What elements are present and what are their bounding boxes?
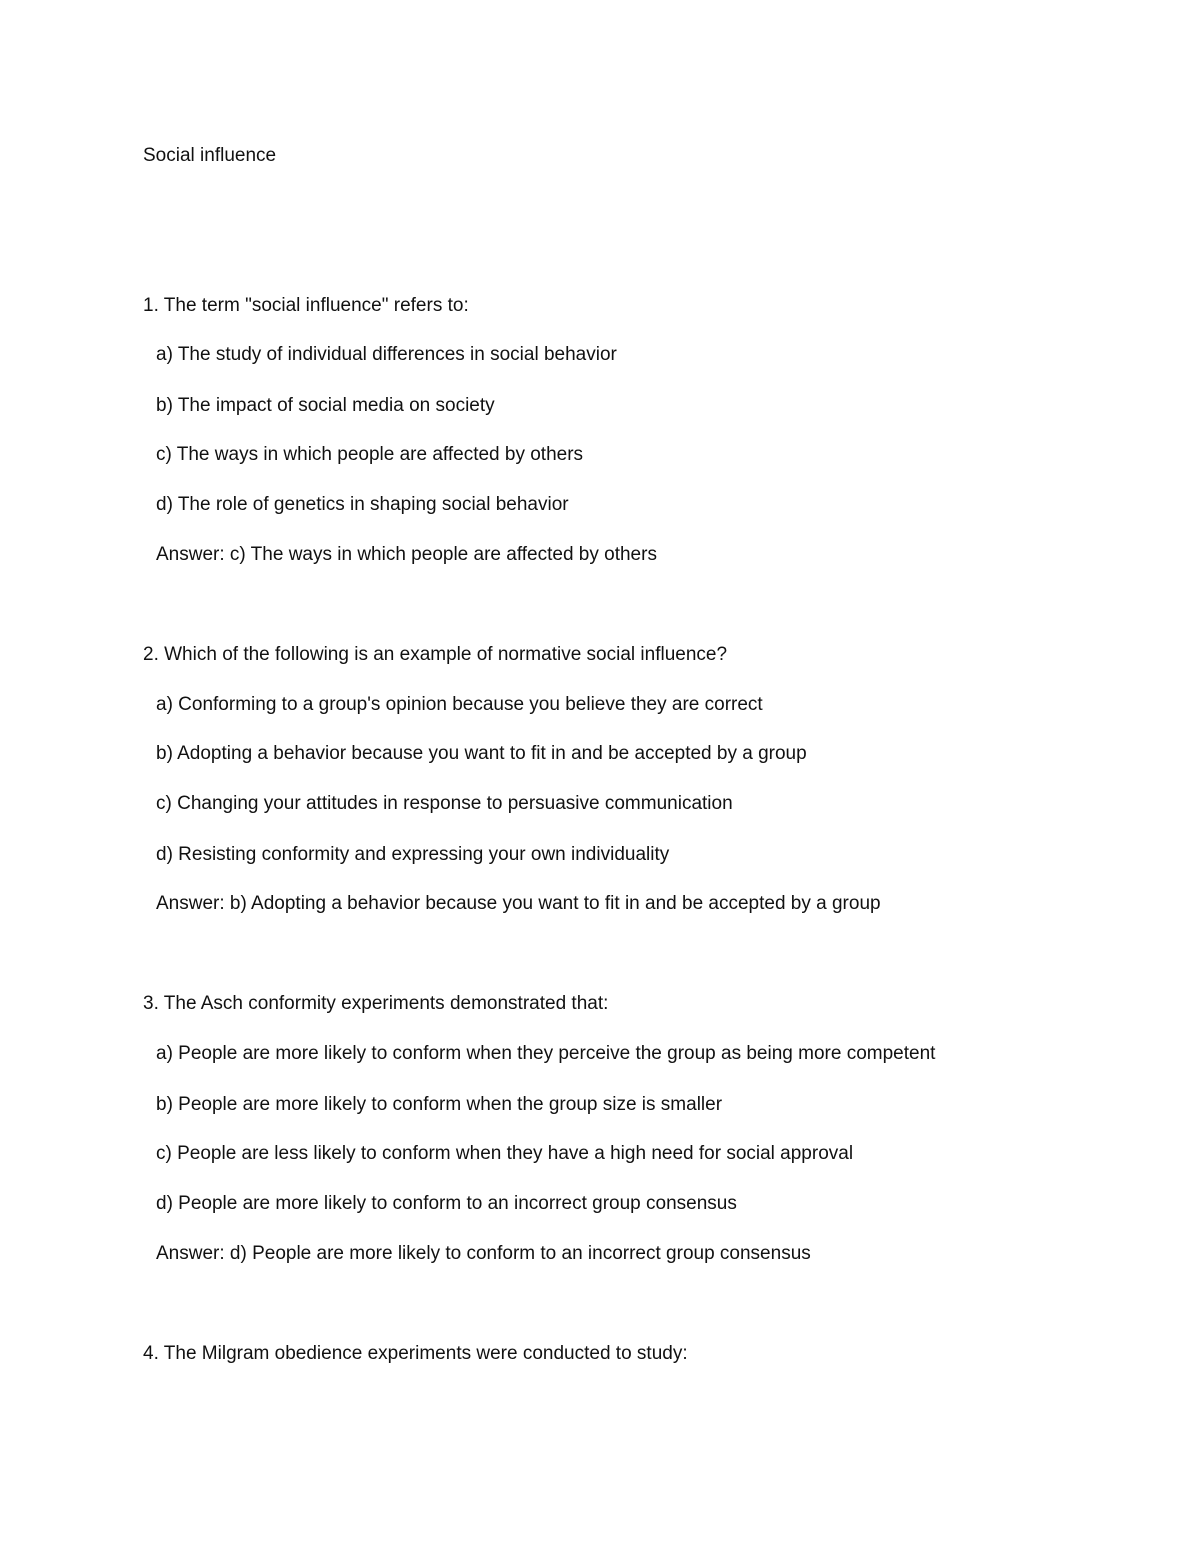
question-1: 1. The term "social influence" refers to: (143, 295, 469, 316)
question-1-option-d: d) The role of genetics in shaping social behavior (156, 494, 569, 515)
question-3-option-d: d) People are more likely to conform to an incorrect group consensus (156, 1193, 737, 1214)
question-1-answer: Answer: c) The ways in which people are affected by others (156, 544, 657, 565)
question-3-answer: Answer: d) People are more likely to conform to an incorrect group consensus (156, 1243, 811, 1264)
question-2: 2. Which of the following is an example of normative social influence? (143, 644, 728, 665)
question-3-option-a: a) People are more likely to conform when they perceive the group as being more competent (156, 1043, 936, 1064)
question-1-option-a: a) The study of individual differences in social behavior (156, 344, 617, 365)
question-1-option-c: c) The ways in which people are affected by others (156, 444, 584, 465)
question-1-option-b: b) The impact of social media on society (156, 395, 495, 416)
question-2-option-c: c) Changing your attitudes in response to persuasive communication (156, 793, 733, 814)
question-3-option-b: b) People are more likely to conform when the group size is smaller (156, 1094, 723, 1115)
question-2-option-d: d) Resisting conformity and expressing your own individuality (156, 844, 670, 865)
question-2-option-a: a) Conforming to a group's opinion because you believe they are correct (156, 694, 763, 715)
question-2-option-b: b) Adopting a behavior because you want to fit in and be accepted by a group (156, 743, 807, 764)
question-2-answer: Answer: b) Adopting a behavior because you want to fit in and be accepted by a group (156, 893, 881, 914)
question-4: 4. The Milgram obedience experiments were conducted to study: (143, 1343, 688, 1364)
document-title: Social influence (143, 145, 277, 166)
question-3-option-c: c) People are less likely to conform when they have a high need for social approval (156, 1143, 854, 1164)
question-3: 3. The Asch conformity experiments demonstrated that: (143, 993, 609, 1014)
